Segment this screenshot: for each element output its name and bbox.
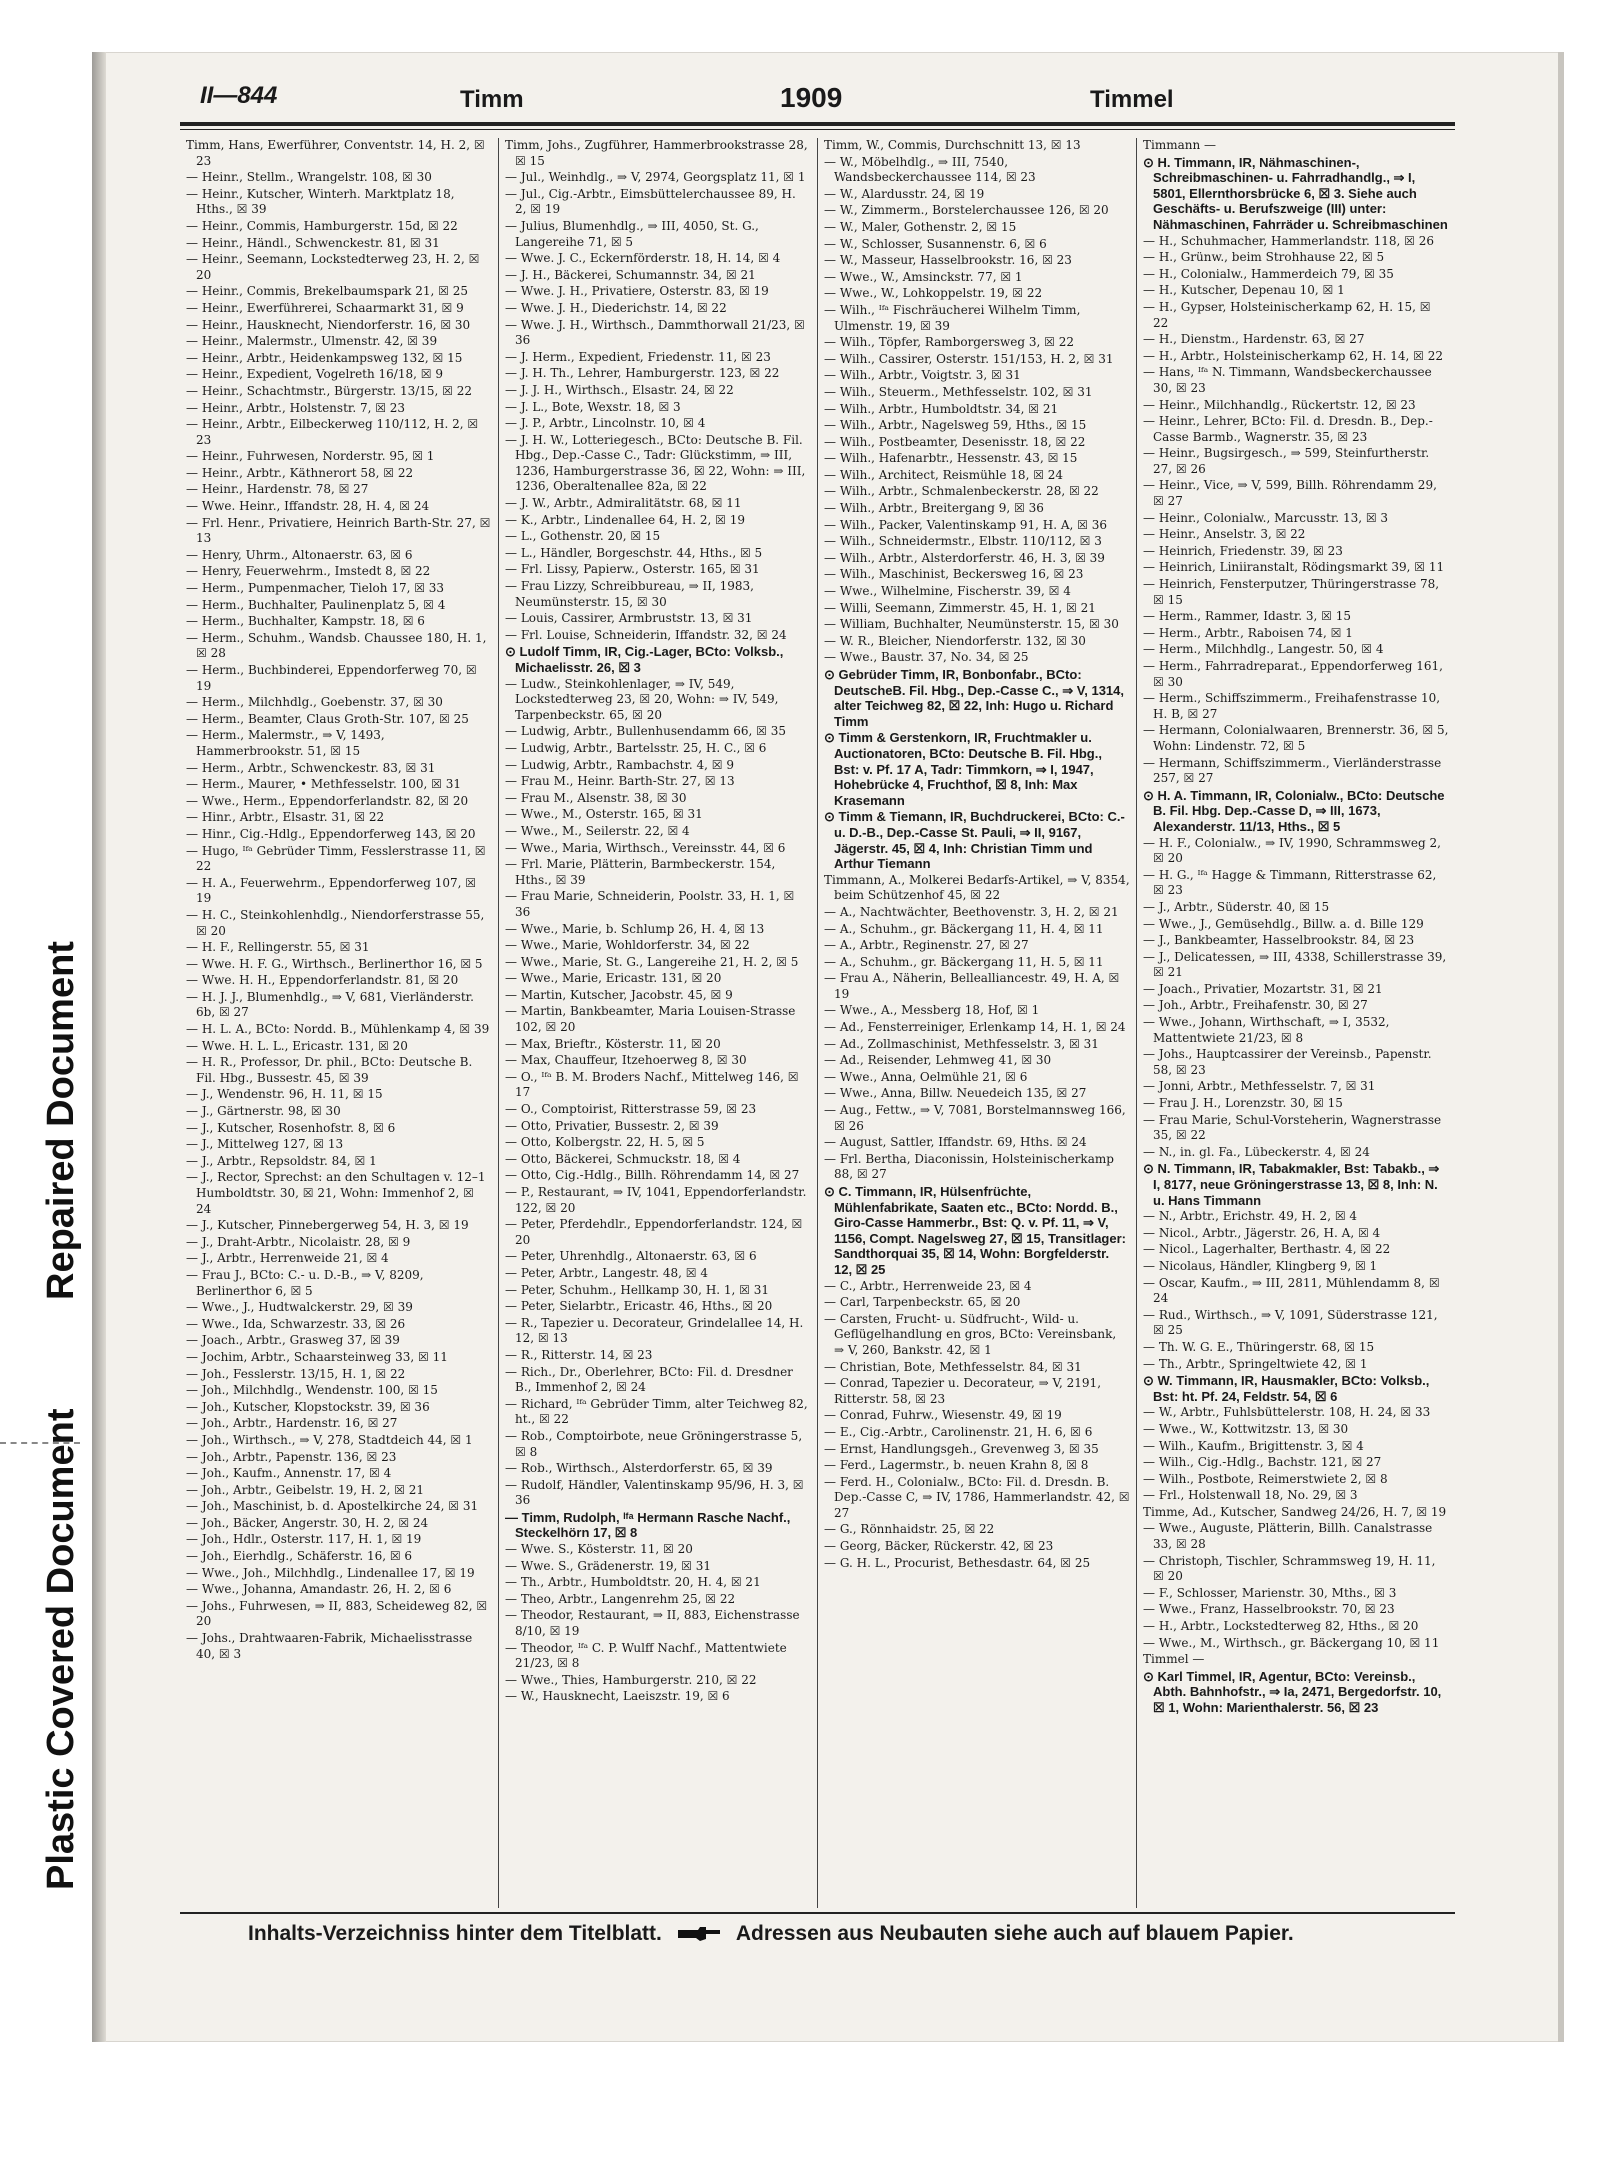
directory-entry: — Heinr., Kutscher, Winterh. Marktplatz 18, Hths., ☒ 39 xyxy=(186,186,455,217)
directory-entry: — Peter, Arbtr., Langestr. 48, ☒ 4 xyxy=(505,1265,708,1280)
directory-entry: — Ad., Fensterreiniger, Erlenkamp 14, H. 1, ☒ 24 xyxy=(824,1020,1126,1035)
directory-entry: — Herm., Schiffszimmerm., Freihafenstrasse 10, H. B, ☒ 27 xyxy=(1143,691,1441,721)
footer-new-buildings-note: Adressen aus Neubauten siehe auch auf blauem Papier. xyxy=(735,1922,1294,1945)
directory-entry: — Heinr., Malermstr., Ulmenstr. 42, ☒ 39 xyxy=(186,334,438,349)
directory-entry: — Peter, Sielarbtr., Ericastr. 46, Hths., ☒ 20 xyxy=(505,1299,773,1314)
directory-entry: — Otto, Bäckerei, Schmuckstr. 18, ☒ 4 xyxy=(505,1151,741,1166)
directory-entry: — Joh., Milchhdlg., Wendenstr. 100, ☒ 15 xyxy=(186,1383,438,1398)
directory-entry: — Wwe., Maria, Wirthsch., Vereinsstr. 44, ☒ 6 xyxy=(505,840,786,855)
directory-entry: — Jochim, Arbtr., Schaarsteinweg 33, ☒ 11 xyxy=(186,1349,448,1364)
directory-entry: — Johs., Drahtwaaren-Fabrik, Michaelisstrasse 40, ☒ 3 xyxy=(186,1631,473,1661)
directory-entry: — J., Rector, Sprechst: an den Schultagen v. 12–1 Humboldtstr. 30, ☒ 21, Wohn: Immenhof 2, ☒ 24 xyxy=(186,1170,486,1216)
header-last-name: Timmel xyxy=(1090,86,1174,113)
directory-entry: — Wwe., J., Gemüsehdlg., Billw. a. d. Bille 129 xyxy=(1143,916,1424,931)
header-year: 1909 xyxy=(780,82,843,113)
directory-entry: — Frl. Lissy, Papierw., Osterstr. 165, ☒ 31 xyxy=(505,562,760,577)
directory-entry: — W., Schlosser, Susannenstr. 6, ☒ 6 xyxy=(824,236,1047,251)
directory-entry: — Heinr., Hausknecht, Niendorferstr. 16, ☒ 30 xyxy=(186,317,471,332)
directory-entry: — E., Cig.-Arbtr., Carolinenstr. 21, H. 6, ☒ 6 xyxy=(824,1424,1093,1439)
directory-entry: — Peter, Uhrenhdlg., Altonaerstr. 63, ☒ 6 xyxy=(505,1249,757,1264)
directory-entry: — Peter, Schuhm., Hellkamp 30, H. 1, ☒ 31 xyxy=(505,1282,770,1297)
directory-entry: — Martin, Bankbeamter, Maria Louisen-Strasse 102, ☒ 20 xyxy=(505,1004,796,1035)
directory-entry: — Wilh., Cassirer, Osterstr. 151/153, H. 2, ☒ 31 xyxy=(824,351,1114,366)
directory-entry: — W., Möbelhdlg., ⇒ III, 7540, Wandsbeckerchaussee 114, ☒ 23 xyxy=(824,154,1036,185)
directory-entry: — J., Kutscher, Pinnebergerweg 54, H. 3, ☒ 19 xyxy=(186,1218,469,1233)
directory-entry: — Wilh., Cig.-Hdlg., Bachstr. 121, ☒ 27 xyxy=(1143,1455,1382,1470)
directory-entry: — Joh., Hdlr., Osterstr. 117, H. 1, ☒ 19 xyxy=(186,1532,422,1547)
directory-entry: — Hermann, Schiffszimmerm., Vierländerstrasse 257, ☒ 27 xyxy=(1143,755,1442,786)
directory-entry: — R., Tapezier u. Decorateur, Grindelallee 14, H. 12, ☒ 13 xyxy=(505,1315,804,1346)
directory-entry: — Conrad, Tapezier u. Decorateur, ⇒ V, 2191, Ritterstr. 58, ☒ 23 xyxy=(824,1376,1102,1406)
directory-entry: — Max, Brieftr., Kösterstr. 11, ☒ 20 xyxy=(505,1036,721,1051)
directory-entry: — Ludw., Steinkohlenlager, ⇒ IV, 549, Lockstedterweg 23, ☒ 20, Wohn: ⇒ IV, 549, Tarpenbeckstr. 65, ☒ 20 xyxy=(505,676,779,722)
directory-entry: — R., Ritterstr. 14, ☒ 23 xyxy=(505,1347,653,1362)
directory-entry: — Wilh., Steuerm., Methfesselstr. 102, ☒ 31 xyxy=(824,384,1093,399)
directory-entry: — J., Draht-Arbtr., Nicolaistr. 28, ☒ 9 xyxy=(186,1234,411,1249)
directory-entry: — Heinr., Arbtr., Heidenkampsweg 132, ☒ 15 xyxy=(186,350,463,365)
directory-entry: — Theodor, ᴵᶠᵃ C. P. Wulff Nachf., Mattentwiete 21/23, ☒ 8 xyxy=(505,1640,787,1671)
repaired-document-label: Repaired Document xyxy=(40,941,82,1300)
directory-entry: — Frl. Bertha, Diaconissin, Holsteinischerkamp 88, ☒ 27 xyxy=(824,1151,1114,1182)
directory-entry: — Herm., Fahrradreparat., Eppendorferweg 161, ☒ 30 xyxy=(1143,659,1443,689)
directory-entry: — Rich., Dr., Oberlehrer, BCto: Fil. d. Dresdner B., Immenhof 2, ☒ 24 xyxy=(505,1364,793,1395)
directory-entry: — Joh., Arbtr., Geibelstr. 19, H. 2, ☒ 21 xyxy=(186,1482,425,1497)
directory-entry: — William, Buchhalter, Neumünsterstr. 15, ☒ 30 xyxy=(824,617,1119,632)
directory-entry: — Heinr., Arbtr., Eilbeckerweg 110/112, H. 2, ☒ 23 xyxy=(186,417,479,447)
directory-entry: — Wwe., W., Lohkoppelstr. 19, ☒ 22 xyxy=(824,286,1043,301)
directory-entry: — Heinr., Commis, Hamburgerstr. 15d, ☒ 22 xyxy=(186,218,458,233)
directory-firm-entry: — Timm, Rudolph, ᴵᶠᵃ Hermann Rasche Nachf., Steckelhörn 17, ☒ 8 xyxy=(505,1509,791,1541)
directory-entry: — Wilh., Arbtr., Humboldtstr. 34, ☒ 21 xyxy=(824,401,1059,416)
directory-entry: — J., Arbtr., Süderstr. 40, ☒ 15 xyxy=(1143,899,1330,914)
directory-entry: — Herm., Schuhm., Wandsb. Chaussee 180, H. 1, ☒ 28 xyxy=(186,630,487,661)
directory-entry: — Heinr., Commis, Brekelbaumspark 21, ☒ 25 xyxy=(186,284,468,299)
directory-entry: — Rob., Comptoirbote, neue Gröningerstrasse 5, ☒ 8 xyxy=(505,1428,803,1459)
directory-entry: — Joh., Eierhdlg., Schäferstr. 16, ☒ 6 xyxy=(186,1549,413,1564)
directory-entry: — W., Alardusstr. 24, ☒ 19 xyxy=(824,186,985,201)
directory-entry: — Heinr., Lehrer, BCto: Fil. d. Dresdn. B., Dep.-Casse Barmb., Wagnerstr. 35, ☒ 23 xyxy=(1143,414,1433,444)
directory-entry: — Th., Arbtr., Humboldtstr. 20, H. 4, ☒ 21 xyxy=(505,1575,761,1590)
directory-entry: — H., Arbtr., Lockstedterweg 82, Hths., ☒ 20 xyxy=(1143,1619,1419,1634)
directory-entry: Timm, Hans, Ewerführer, Conventstr. 14, H. 2, ☒ 23 xyxy=(186,138,485,168)
directory-entry: — Joh., Arbtr., Hardenstr. 16, ☒ 27 xyxy=(186,1416,398,1431)
directory-entry: — J., Arbtr., Herrenweide 21, ☒ 4 xyxy=(186,1251,389,1266)
directory-entry: — Max, Chauffeur, Itzehoerweg 8, ☒ 30 xyxy=(505,1053,747,1068)
directory-entry: — Johs., Hauptcassirer der Vereinsb., Papenstr. 58, ☒ 23 xyxy=(1143,1047,1432,1077)
directory-entry: — H. G., ᴵᶠᵃ Hagge & Timmann, Ritterstrasse 62, ☒ 23 xyxy=(1143,867,1437,898)
directory-entry: — Th., Arbtr., Springeltwiete 42, ☒ 1 xyxy=(1143,1356,1368,1371)
footer-notice xyxy=(248,1922,1428,1946)
directory-entry: — Herm., Arbtr., Raboisen 74, ☒ 1 xyxy=(1143,625,1353,640)
directory-entry: — Wwe. S., Grädenerstr. 19, ☒ 31 xyxy=(505,1558,711,1573)
directory-firm-entry: ⊙ Karl Timmel, IR, Agentur, BCto: Vereinsb., Abth. Bahnhofstr., ⇒ Ia, 2471, Bergedorfstr. 10, ☒ 1, Wohn: Marienthalerstr. 56, ☒ 23 xyxy=(1143,1668,1442,1715)
directory-entry: Timmann — xyxy=(1143,138,1217,152)
directory-entry: — Jul., Weinhdlg., ⇒ V, 2974, Georgsplatz 11, ☒ 1 xyxy=(505,170,806,185)
directory-entry: — H. J. J., Blumenhdlg., ⇒ V, 681, Vierländerstr. 6b, ☒ 27 xyxy=(186,989,474,1020)
directory-entry: — Heinr., Arbtr., Käthnerort 58, ☒ 22 xyxy=(186,465,414,480)
directory-entry: — J. Herm., Expedient, Friedenstr. 11, ☒ 23 xyxy=(505,349,771,364)
directory-entry: — Wilh., Schneidermstr., Elbstr. 110/112, ☒ 3 xyxy=(824,534,1102,549)
directory-entry: — Nicol., Arbtr., Jägerstr. 26, H. A, ☒ 4 xyxy=(1143,1225,1381,1240)
directory-entry: — Heinr., Anselstr. 3, ☒ 22 xyxy=(1143,527,1306,542)
directory-entry: Timm, W., Commis, Durchschnitt 13, ☒ 13 xyxy=(824,138,1081,152)
directory-entry: — Wilh., Kaufm., Brigittenstr. 3, ☒ 4 xyxy=(1143,1438,1364,1453)
directory-entry: — Ludwig, Arbtr., Rambachstr. 4, ☒ 9 xyxy=(505,757,735,772)
directory-entry: — Wilh., Architect, Reismühle 18, ☒ 24 xyxy=(824,467,1064,482)
directory-entry: Timmel — xyxy=(1143,1652,1205,1667)
directory-entry: — K., Arbtr., Lindenallee 64, H. 2, ☒ 19 xyxy=(505,512,745,527)
directory-entry: — Wilh., ᴵᶠᵃ Fischräucherei Wilhelm Timm, Ulmenstr. 19, ☒ 39 xyxy=(824,302,1081,333)
directory-entry: — W. R., Bleicher, Niendorferstr. 132, ☒ 30 xyxy=(824,633,1086,648)
directory-entry: — Herm., Maurer, • Methfesselstr. 100, ☒ 31 xyxy=(186,777,462,792)
directory-entry: — Herm., Buchbinderei, Eppendorferweg 70, ☒ 19 xyxy=(186,663,477,693)
directory-entry: — Wilh., Töpfer, Ramborgersweg 3, ☒ 22 xyxy=(824,335,1074,350)
directory-entry: — Richard, ᴵᶠᵃ Gebrüder Timm, alter Teichweg 82, ht., ☒ 22 xyxy=(505,1396,808,1427)
directory-entry: — Joh., Fesslerstr. 13/15, H. 1, ☒ 22 xyxy=(186,1366,406,1381)
directory-entry: — Wwe. H. F. G., Wirthsch., Berlinerthor 16, ☒ 5 xyxy=(186,956,483,971)
directory-entry: — Jonni, Arbtr., Methfesselstr. 7, ☒ 31 xyxy=(1143,1079,1376,1094)
directory-entry: — Wwe., Anna, Billw. Neuedeich 135, ☒ 27 xyxy=(824,1086,1087,1101)
directory-entry: — Herm., Milchhdlg., Langestr. 50, ☒ 4 xyxy=(1143,642,1384,657)
directory-entry: — L., Gothenstr. 20, ☒ 15 xyxy=(505,529,661,544)
directory-entry: — N., Arbtr., Erichstr. 49, H. 2, ☒ 4 xyxy=(1143,1209,1358,1224)
directory-entry: — Wwe., Marie, Wohldorferstr. 34, ☒ 22 xyxy=(505,938,750,953)
directory-entry: — C., Arbtr., Herrenweide 23, ☒ 4 xyxy=(824,1278,1032,1293)
directory-entry: — H., Dienstm., Hardenstr. 63, ☒ 27 xyxy=(1143,332,1365,347)
directory-entry: — Heinr., Seemann, Lockstedterweg 23, H. 2, ☒ 20 xyxy=(186,252,480,282)
directory-entry: — Ad., Zollmaschinist, Methfesselstr. 3, ☒ 31 xyxy=(824,1036,1099,1051)
directory-entry: — Wwe., Auguste, Plätterin, Billh. Canalstrasse 33, ☒ 28 xyxy=(1143,1521,1433,1552)
directory-entry: — Joach., Privatier, Mozartstr. 31, ☒ 21 xyxy=(1143,981,1383,996)
directory-entry: — Jul., Cig.-Arbtr., Eimsbüttelerchaussee 89, H. 2, ☒ 19 xyxy=(505,186,796,217)
directory-entry: — August, Sattler, Iffandstr. 69, Hths. ☒ 24 xyxy=(824,1135,1087,1150)
directory-entry: — Ferd. H., Colonialw., BCto: Fil. d. Dresdn. B. Dep.-Casse C, ⇒ IV, 1786, Hammerlandstr. 42, ☒ 27 xyxy=(824,1474,1130,1520)
directory-entry: — Frl. Louise, Schneiderin, Iffandstr. 32, ☒ 24 xyxy=(505,627,787,642)
directory-entry: — Henry, Uhrm., Altonaerstr. 63, ☒ 6 xyxy=(186,547,413,562)
header-first-name: Timm xyxy=(460,86,524,113)
directory-entry: — Heinr., Vice, ⇒ V, 599, Billh. Röhrendamm 29, ☒ 27 xyxy=(1143,478,1437,509)
directory-entry: — Joh., Kutscher, Klopstockstr. 39, ☒ 36 xyxy=(186,1399,430,1414)
directory-entry: Timm, Johs., Zugführer, Hammerbrookstrasse 28, ☒ 15 xyxy=(505,138,808,168)
directory-entry: — Wilh., Postbote, Reimerstwiete 2, ☒ 8 xyxy=(1143,1471,1388,1486)
directory-entry: — H., Schuhmacher, Hammerlandstr. 118, ☒ 26 xyxy=(1143,233,1434,248)
directory-entry: — Hinr., Cig.-Hdlg., Eppendorferweg 143, ☒ 20 xyxy=(186,826,476,841)
directory-entry: — Wwe., Marie, Ericastr. 131, ☒ 20 xyxy=(505,971,722,986)
directory-firm-entry: ⊙ Ludolf Timm, IR, Cig.-Lager, BCto: Volksb., Michaelisstr. 26, ☒ 3 xyxy=(505,644,784,675)
directory-entry: — Wwe., Wilhelmine, Fischerstr. 39, ☒ 4 xyxy=(824,584,1071,599)
directory-entry: — Wwe., A., Messberg 18, Hof, ☒ 1 xyxy=(824,1003,1040,1018)
directory-entry: — Martin, Kutscher, Jacobstr. 45, ☒ 9 xyxy=(505,987,733,1002)
directory-entry: — O., Comptoirist, Ritterstrasse 59, ☒ 23 xyxy=(505,1102,757,1117)
directory-entry: — Theodor, Restaurant, ⇒ II, 883, Eichenstrasse 8/10, ☒ 19 xyxy=(505,1608,800,1639)
directory-entry: — H. R., Professor, Dr. phil., BCto: Deutsche B. Fil. Hbg., Bussestr. 45, ☒ 39 xyxy=(186,1055,473,1085)
directory-entry: — Hermann, Colonialwaaren, Brennerstr. 36, ☒ 5, Wohn: Lindenstr. 72, ☒ 5 xyxy=(1143,723,1449,753)
directory-entry: — Frau J. H., Lorenzstr. 30, ☒ 15 xyxy=(1143,1096,1343,1111)
directory-entry: — Herm., Pumpenmacher, Tieloh 17, ☒ 33 xyxy=(186,581,445,596)
directory-entry: — Th. W. G. E., Thüringerstr. 68, ☒ 15 xyxy=(1143,1339,1375,1354)
directory-entry: — Herm., Buchhalter, Paulinenplatz 5, ☒ 4 xyxy=(186,597,446,612)
directory-entry: — Theo, Arbtr., Langenrehm 25, ☒ 22 xyxy=(505,1591,736,1606)
directory-entry: — Wwe., Johanna, Amandastr. 26, H. 2, ☒ 6 xyxy=(186,1582,452,1597)
directory-entry: — Ferd., Lagermstr., b. neuen Krahn 8, ☒ 8 xyxy=(824,1458,1089,1473)
directory-entry: — Louis, Cassirer, Armbruststr. 13, ☒ 31 xyxy=(505,611,753,626)
directory-column-2 xyxy=(499,138,818,1908)
directory-entry: — A., Arbtr., Reginenstr. 27, ☒ 27 xyxy=(824,938,1029,953)
directory-entry: — Joh., Bäcker, Angerstr. 30, H. 2, ☒ 24 xyxy=(186,1515,429,1530)
directory-columns xyxy=(180,138,1455,1908)
directory-entry: — Herm., Buchhalter, Kampstr. 18, ☒ 6 xyxy=(186,614,425,629)
directory-entry: — P., Restaurant, ⇒ IV, 1041, Eppendorferlandstr. 122, ☒ 20 xyxy=(505,1185,807,1215)
directory-entry: — A., Nachtwächter, Beethovenstr. 3, H. 2, ☒ 21 xyxy=(824,904,1119,919)
directory-entry: — Herm., Malermstr., ⇒ V, 1493, Hammerbrookstr. 51, ☒ 15 xyxy=(186,728,385,758)
directory-entry: Timmann, A., Molkerei Bedarfs-Artikel, ⇒ V, 8354, beim Schützenhof 45, ☒ 22 xyxy=(824,872,1130,903)
directory-entry: — Heinr., Händl., Schwenckestr. 81, ☒ 31 xyxy=(186,235,440,250)
directory-entry: — Oscar, Kaufm., ⇒ III, 2811, Mühlendamm 8, ☒ 24 xyxy=(1143,1275,1440,1306)
directory-entry: — W., Arbtr., Fuhlsbüttelerstr. 108, H. 24, ☒ 33 xyxy=(1143,1405,1431,1420)
directory-entry: — J., Wendenstr. 96, H. 11, ☒ 15 xyxy=(186,1087,383,1102)
directory-entry: — Wilh., Packer, Valentinskamp 91, H. A, ☒ 36 xyxy=(824,517,1107,532)
directory-entry: — Wwe. H. L. L., Ericastr. 131, ☒ 20 xyxy=(186,1038,408,1053)
directory-entry: — Peter, Pferdehdlr., Eppendorferlandstr. 124, ☒ 20 xyxy=(505,1217,803,1247)
directory-entry: — Frl. Marie, Plätterin, Barmbeckerstr. 154, Hths., ☒ 39 xyxy=(505,857,776,887)
directory-entry: — Wwe., Baustr. 37, No. 34, ☒ 25 xyxy=(824,650,1029,665)
directory-entry: — Ludwig, Arbtr., Bullenhusendamm 66, ☒ 35 xyxy=(505,724,787,739)
page-gutter-shadow xyxy=(92,52,106,2042)
directory-entry: — Wwe., Herm., Eppendorferlandstr. 82, ☒ 20 xyxy=(186,793,469,808)
directory-entry: — A., Schuhm., gr. Bäckergang 11, H. 5, ☒ 11 xyxy=(824,954,1104,969)
directory-entry: — Christian, Bote, Methfesselstr. 84, ☒ 31 xyxy=(824,1359,1082,1374)
directory-entry: — Heinr., Milchhandlg., Rückertstr. 12, ☒ 23 xyxy=(1143,397,1416,412)
page-number: II—844 xyxy=(200,82,278,109)
directory-entry: — Herm., Milchhdlg., Goebenstr. 37, ☒ 30 xyxy=(186,695,443,710)
directory-firm-entry: ⊙ Timm & Gerstenkorn, IR, Fruchtmakler u. Auctionatoren, BCto: Deutsche B. Fil. Hbg., Bst: v. Pf. 17 A, Tadr: Timmkorn, ⇒ I, 1947, Hohebrücke 4, Fruchthof, ☒ 8, Inh: Max Krasemann xyxy=(824,730,1102,808)
directory-firm-entry: ⊙ H. Timmann, IR, Nähmaschinen-, Schreibmaschinen- u. Fahrradhandlg., ⇒ I, 5801, Ellernthorsbrücke 6, ☒ 3. Siehe auch Geschäfts- u. Berufszweige (III) unter: Nähmaschinen, Fahrräder u. Schreibmaschinen xyxy=(1143,154,1448,232)
directory-entry: — Hugo, ᴵᶠᵃ Gebrüder Timm, Fesslerstrasse 11, ☒ 22 xyxy=(186,843,486,874)
directory-entry: — Wwe., Marie, b. Schlump 26, H. 4, ☒ 13 xyxy=(505,921,765,936)
directory-entry: — Heinrich, Friedenstr. 39, ☒ 23 xyxy=(1143,543,1343,558)
directory-entry: — Carl, Tarpenbeckstr. 65, ☒ 20 xyxy=(824,1295,1021,1310)
directory-entry: — Nicolaus, Händler, Klingberg 9, ☒ 1 xyxy=(1143,1258,1378,1273)
directory-entry: — Heinr., Bugsirgesch., ⇒ 599, Steinfurtherstr. 27, ☒ 26 xyxy=(1143,446,1430,476)
directory-entry: — W., Hausknecht, Laeiszstr. 19, ☒ 6 xyxy=(505,1689,730,1704)
directory-entry: — Wwe., W., Kottwitzstr. 13, ☒ 30 xyxy=(1143,1421,1349,1436)
directory-entry: — Georg, Bäcker, Rückerstr. 42, ☒ 23 xyxy=(824,1539,1054,1554)
directory-entry: — Frau M., Heinr. Barth-Str. 27, ☒ 13 xyxy=(505,774,735,789)
directory-entry: — Johs., Fuhrwesen, ⇒ II, 883, Scheideweg 82, ☒ 20 xyxy=(186,1598,488,1629)
directory-entry: — Frau Marie, Schul-Vorsteherin, Wagnerstrasse 35, ☒ 22 xyxy=(1143,1112,1442,1143)
directory-entry: — Ad., Reisender, Lehmweg 41, ☒ 30 xyxy=(824,1053,1052,1068)
directory-entry: — Herm., Rammer, Idastr. 3, ☒ 15 xyxy=(1143,609,1352,624)
side-labels xyxy=(0,700,80,1900)
directory-entry: — Otto, Privatier, Bussestr. 2, ☒ 39 xyxy=(505,1118,719,1133)
directory-entry: — J., Kutscher, Rosenhofstr. 8, ☒ 6 xyxy=(186,1120,396,1135)
directory-entry: — Heinr., Arbtr., Holstenstr. 7, ☒ 23 xyxy=(186,400,406,415)
directory-column-4 xyxy=(1137,138,1455,1908)
directory-entry: — F., Schlosser, Marienstr. 30, Mths., ☒ 3 xyxy=(1143,1585,1397,1600)
directory-entry: — Rob., Wirthsch., Alsterdorferstr. 65, ☒ 39 xyxy=(505,1461,773,1476)
directory-entry: — Ernst, Handlungsgeh., Grevenweg 3, ☒ 35 xyxy=(824,1441,1099,1456)
directory-entry: — Wwe., Anna, Oelmühle 21, ☒ 6 xyxy=(824,1069,1028,1084)
directory-entry: — Joach., Arbtr., Grasweg 37, ☒ 39 xyxy=(186,1333,400,1348)
directory-entry: — Heinr., Fuhrwesen, Norderstr. 95, ☒ 1 xyxy=(186,449,435,464)
directory-entry: — Wwe., M., Wirthsch., gr. Bäckergang 10, ☒ 11 xyxy=(1143,1635,1440,1650)
directory-entry: — Heinr., Schachtmstr., Bürgerstr. 13/15, ☒ 22 xyxy=(186,383,473,398)
directory-entry: — Wwe., Joh., Milchhdlg., Lindenallee 17, ☒ 19 xyxy=(186,1565,475,1580)
directory-entry: — Wwe., W., Amsinckstr. 77, ☒ 1 xyxy=(824,269,1023,284)
directory-entry: — H., Arbtr., Holsteinischerkamp 62, H. 14, ☒ 22 xyxy=(1143,348,1443,363)
directory-entry: — Joh., Kaufm., Annenstr. 17, ☒ 4 xyxy=(186,1466,392,1481)
directory-entry: — Heinr., Expedient, Vogelreth 16/18, ☒ 9 xyxy=(186,367,443,382)
directory-entry: — Hans, ᴵᶠᵃ N. Timmann, Wandsbeckerchaussee 30, ☒ 23 xyxy=(1143,365,1432,395)
directory-entry: — Herm., Arbtr., Schwenckestr. 83, ☒ 31 xyxy=(186,760,436,775)
directory-entry: — J. J. H., Wirthsch., Elsastr. 24, ☒ 22 xyxy=(505,382,734,397)
directory-entry: — Heinr., Colonialw., Marcusstr. 13, ☒ 3 xyxy=(1143,510,1389,525)
directory-entry: — H., Kutscher, Depenau 10, ☒ 1 xyxy=(1143,283,1345,298)
directory-entry: — J., Bankbeamter, Hasselbrookstr. 84, ☒ 23 xyxy=(1143,933,1415,948)
directory-entry: — H. A., Feuerwehrm., Eppendorferweg 107, ☒ 19 xyxy=(186,875,477,906)
directory-firm-entry: ⊙ H. A. Timmann, IR, Colonialw., BCto: Deutsche B. Fil. Hbg. Dep.-Casse D, ⇒ III, 1673, Alexanderstr. 11/13, Hths., ☒ 5 xyxy=(1143,787,1445,834)
directory-entry: — Joh., Arbtr., Freihafenstr. 30, ☒ 27 xyxy=(1143,998,1368,1013)
directory-entry: — W., Masseur, Hasselbrookstr. 16, ☒ 23 xyxy=(824,253,1072,268)
directory-entry: — Wwe. J. H., Diederichstr. 14, ☒ 22 xyxy=(505,300,727,315)
directory-entry: — J. H. Th., Lehrer, Hamburgerstr. 123, ☒ 22 xyxy=(505,366,780,381)
page-header xyxy=(200,80,1455,120)
directory-entry: — J., Delicatessen, ⇒ III, 4338, Schillerstrasse 39, ☒ 21 xyxy=(1143,949,1447,980)
directory-entry: — Wwe. J. H., Wirthsch., Dammthorwall 21/23, ☒ 36 xyxy=(505,317,805,348)
directory-entry: — J., Gärtnerstr. 98, ☒ 30 xyxy=(186,1104,341,1119)
directory-firm-entry: ⊙ Gebrüder Timm, IR, Bonbonfabr., BCto: DeutscheB. Fil. Hbg., Dep.-Casse C., ⇒ V, 1314, alter Teichweg 82, ☒ 22, Inh: Hugo u. Richard Timm xyxy=(824,667,1125,729)
directory-entry: — Frau A., Näherin, Bellealliancestr. 49, H. A, ☒ 19 xyxy=(824,971,1120,1001)
directory-entry: — Otto, Kolbergstr. 22, H. 5, ☒ 5 xyxy=(505,1135,705,1150)
directory-entry: — Wilh., Hafenarbtr., Hessenstr. 43, ☒ 15 xyxy=(824,451,1078,466)
directory-entry: — Rudolf, Händler, Valentinskamp 95/96, H. 3, ☒ 36 xyxy=(505,1477,804,1508)
directory-entry: — J. H. W., Lotteriegesch., BCto: Deutsche B. Fil. Hbg., Dep.-Casse C., Tadr: Glückstimm, ⇒ III, 1236, Hamburgerstrasse 36, ☒ 22, Wohn: ⇒ III, 1236, Oberaltenallee 82a, ☒ 22 xyxy=(505,432,806,494)
directory-entry: — Frau Lizzy, Schreibbureau, ⇒ II, 1983, Neumünsterstr. 15, ☒ 30 xyxy=(505,579,754,609)
directory-entry: — G. H. L., Procurist, Bethesdastr. 64, ☒ 25 xyxy=(824,1555,1091,1570)
directory-entry: — H. C., Steinkohlenhdlg., Niendorferstrasse 55, ☒ 20 xyxy=(186,907,485,938)
directory-entry: — Heinr., Stellm., Wrangelstr. 108, ☒ 30 xyxy=(186,170,432,185)
directory-entry: — Heinrich, Liniiranstalt, Rödingsmarkt 39, ☒ 11 xyxy=(1143,560,1445,575)
directory-entry: — J., Arbtr., Repsoldstr. 84, ☒ 1 xyxy=(186,1153,377,1168)
directory-entry: — Wilh., Arbtr., Schmalenbeckerstr. 28, ☒ 22 xyxy=(824,484,1099,499)
directory-entry: — Heinrich, Fensterputzer, Thüringerstrasse 78, ☒ 15 xyxy=(1143,577,1440,607)
directory-entry: — Wwe. H. H., Eppendorferlandstr. 81, ☒ 20 xyxy=(186,973,459,988)
directory-entry: — Conrad, Fuhrw., Wiesenstr. 49, ☒ 19 xyxy=(824,1408,1062,1423)
directory-entry: — Wilh., Maschinist, Beckersweg 16, ☒ 23 xyxy=(824,567,1084,582)
directory-entry: — Wwe. J. H., Privatiere, Osterstr. 83, ☒ 19 xyxy=(505,284,769,299)
directory-entry: — Heinr., Ewerführerei, Schaarmarkt 31, ☒ 9 xyxy=(186,300,464,315)
directory-entry: — Frau J., BCto: C.- u. D.-B., ⇒ V, 8209, Berlinerthor 6, ☒ 5 xyxy=(186,1267,424,1298)
page-right-edge xyxy=(1558,52,1564,2042)
footer-rule xyxy=(180,1912,1455,1914)
directory-entry: — Rud., Wirthsch., ⇒ V, 1091, Süderstrasse 121, ☒ 25 xyxy=(1143,1307,1438,1338)
directory-entry: — Wwe. J. C., Eckernförderstr. 18, H. 14, ☒ 4 xyxy=(505,251,781,266)
directory-entry: — Carsten, Frucht- u. Südfrucht-, Wild- u. Geflügelhandlung en gros, BCto: Vereinsbank, ⇒ V, 260, Bankstr. 42, ☒ 1 xyxy=(824,1311,1117,1357)
directory-entry: — Wwe., M., Osterstr. 165, ☒ 31 xyxy=(505,807,703,822)
directory-entry: — N., in. gl. Fa., Lübeckerstr. 4, ☒ 24 xyxy=(1143,1144,1370,1159)
directory-entry: — Wwe., J., Hudtwalckerstr. 29, ☒ 39 xyxy=(186,1300,413,1315)
pointing-hand-icon xyxy=(676,1924,722,1944)
directory-entry: — Willi, Seemann, Zimmerstr. 45, H. 1, ☒ 21 xyxy=(824,600,1096,615)
directory-entry: — O., ᴵᶠᵃ B. M. Broders Nachf., Mittelweg 146, ☒ 17 xyxy=(505,1069,799,1100)
directory-entry: — Henry, Feuerwehrm., Imstedt 8, ☒ 22 xyxy=(186,564,431,579)
directory-entry: — Wilh., Arbtr., Breitergang 9, ☒ 36 xyxy=(824,501,1044,516)
directory-entry: — Wilh., Arbtr., Voigtstr. 3, ☒ 31 xyxy=(824,368,1021,383)
directory-entry: — Wilh., Arbtr., Nagelsweg 59, Hths., ☒ 15 xyxy=(824,418,1087,433)
directory-entry: — Heinr., Hardenstr. 78, ☒ 27 xyxy=(186,482,369,497)
directory-entry: — Frl., Holstenwall 18, No. 29, ☒ 3 xyxy=(1143,1488,1358,1503)
directory-entry: — Wwe. Heinr., Iffandstr. 28, H. 4, ☒ 24 xyxy=(186,499,430,514)
directory-entry: — Wwe., Ida, Schwarzestr. 33, ☒ 26 xyxy=(186,1316,406,1331)
directory-entry: — Otto, Cig.-Hdlg., Billh. Röhrendamm 14, ☒ 27 xyxy=(505,1168,800,1183)
directory-entry: — Ludwig, Arbtr., Bartelsstr. 25, H. C., ☒ 6 xyxy=(505,740,767,755)
directory-firm-entry: ⊙ W. Timmann, IR, Hausmakler, BCto: Volksb., Bst: ht. Pf. 24, Feldstr. 54, ☒ 6 xyxy=(1143,1373,1430,1404)
directory-entry: — H., Gypser, Holsteinischerkamp 62, H. 15, ☒ 22 xyxy=(1143,299,1431,330)
directory-entry: — Frau M., Alsenstr. 38, ☒ 30 xyxy=(505,790,687,805)
directory-entry: Timme, Ad., Kutscher, Sandweg 24/26, H. 7, ☒ 19 xyxy=(1143,1504,1447,1519)
directory-entry: — Wwe., Thies, Hamburgerstr. 210, ☒ 22 xyxy=(505,1672,757,1687)
directory-entry: — W., Maler, Gothenstr. 2, ☒ 15 xyxy=(824,219,1017,234)
directory-entry: — H. F., Rellingerstr. 55, ☒ 31 xyxy=(186,940,370,955)
directory-column-1 xyxy=(180,138,499,1908)
directory-entry: — Wwe., Marie, St. G., Langereihe 21, H. 2, ☒ 5 xyxy=(505,954,799,969)
directory-firm-entry: ⊙ N. Timmann, IR, Tabakmakler, Bst: Tabakb., ⇒ I, 8177, neue Gröningerstrasse 13, ☒ 8, Inh: N. u. Hans Timmann xyxy=(1143,1161,1440,1208)
directory-entry: — Wwe. S., Kösterstr. 11, ☒ 20 xyxy=(505,1542,693,1557)
directory-entry: — Hinr., Arbtr., Elsastr. 31, ☒ 22 xyxy=(186,810,385,825)
directory-entry: — Frl. Henr., Privatiere, Heinrich Barth-Str. 27, ☒ 13 xyxy=(186,515,491,546)
directory-entry: — H. L. A., BCto: Nordd. B., Mühlenkamp 4, ☒ 39 xyxy=(186,1022,490,1037)
directory-entry: — W., Zimmerm., Borstelerchaussee 126, ☒ 20 xyxy=(824,203,1109,218)
directory-entry: — Joh., Maschinist, b. d. Apostelkirche 24, ☒ 31 xyxy=(186,1499,479,1514)
directory-entry: — A., Schuhm., gr. Bäckergang 11, H. 4, ☒ 11 xyxy=(824,921,1104,936)
footer-index-note: Inhalts-Verzeichniss hinter dem Titelblatt. xyxy=(248,1922,662,1945)
directory-firm-entry: ⊙ Timm & Tiemann, IR, Buchdruckerei, BCto: C.- u. D.-B., Dep.-Casse St. Pauli, ⇒ II, 9167, Jägerstr. 45, ☒ 4, Inh: Christian Timm und Arthur Tiemann xyxy=(824,809,1125,872)
directory-entry: — H. F., Colonialw., ⇒ IV, 1990, Schrammsweg 2, ☒ 20 xyxy=(1143,835,1441,866)
directory-firm-entry: ⊙ C. Timmann, IR, Hülsenfrüchte, Mühlenfabrikate, Saaten etc., BCto: Nordd. B., Giro-Casse Hammerbr., Bst: Q. v. Pf. 11, ⇒ V, 1156, Compt. Nagelsweg 27, ☒ 15, Transitlager: Sandthorquai 35, ☒ 14, Wohn: Borgfelderstr. 12, ☒ 25 xyxy=(824,1184,1126,1277)
directory-entry: — J. W., Arbtr., Admiralitätstr. 68, ☒ 11 xyxy=(505,496,742,511)
directory-entry: — Joh., Wirthsch., ⇒ V, 278, Stadtdeich 44, ☒ 1 xyxy=(186,1432,473,1447)
header-rule xyxy=(180,122,1455,130)
directory-column-3 xyxy=(818,138,1137,1908)
directory-entry: — H., Grünw., beim Strohhause 22, ☒ 5 xyxy=(1143,250,1385,265)
directory-entry: — H., Colonialw., Hammerdeich 79, ☒ 35 xyxy=(1143,266,1394,281)
directory-entry: — Frau Marie, Schneiderin, Poolstr. 33, H. 1, ☒ 36 xyxy=(505,889,795,919)
directory-entry: — Herm., Beamter, Claus Groth-Str. 107, ☒ 25 xyxy=(186,711,469,726)
directory-entry: — Joh., Arbtr., Papenstr. 136, ☒ 23 xyxy=(186,1449,397,1464)
directory-entry: — Wwe., M., Seilerstr. 22, ☒ 4 xyxy=(505,823,690,838)
directory-entry: — Julius, Blumenhdlg., ⇒ III, 4050, St. G., Langereihe 71, ☒ 5 xyxy=(505,218,759,249)
directory-entry: — Aug., Fettw., ⇒ V, 7081, Borstelmannsweg 166, ☒ 26 xyxy=(824,1103,1126,1133)
directory-entry: — J. P., Arbtr., Lincolnstr. 10, ☒ 4 xyxy=(505,416,706,431)
directory-entry: — Christoph, Tischler, Schrammsweg 19, H. 11, ☒ 20 xyxy=(1143,1553,1436,1584)
directory-entry: — Wilh., Postbeamter, Desenisstr. 18, ☒ 22 xyxy=(824,434,1086,449)
directory-entry: — J., Mittelweg 127, ☒ 13 xyxy=(186,1137,344,1152)
plastic-covered-document-label: Plastic Covered Document xyxy=(40,1408,82,1890)
directory-entry: — Wwe., Franz, Hasselbrookstr. 70, ☒ 23 xyxy=(1143,1602,1395,1617)
directory-entry: — J. L., Bote, Wexstr. 18, ☒ 3 xyxy=(505,399,681,414)
directory-entry: — Nicol., Lagerhalter, Berthastr. 4, ☒ 22 xyxy=(1143,1242,1391,1257)
directory-entry: — L., Händler, Borgeschstr. 44, Hths., ☒ 5 xyxy=(505,545,763,560)
directory-entry: — Wilh., Arbtr., Alsterdorferstr. 46, H. 3, ☒ 39 xyxy=(824,550,1105,565)
directory-entry: — Wwe., Johann, Wirthschaft, ⇒ I, 3532, Mattentwiete 21/23, ☒ 8 xyxy=(1143,1015,1390,1045)
directory-entry: — J. H., Bäckerei, Schumannstr. 34, ☒ 21 xyxy=(505,267,756,282)
directory-entry: — G., Rönnhaidstr. 25, ☒ 22 xyxy=(824,1522,995,1537)
